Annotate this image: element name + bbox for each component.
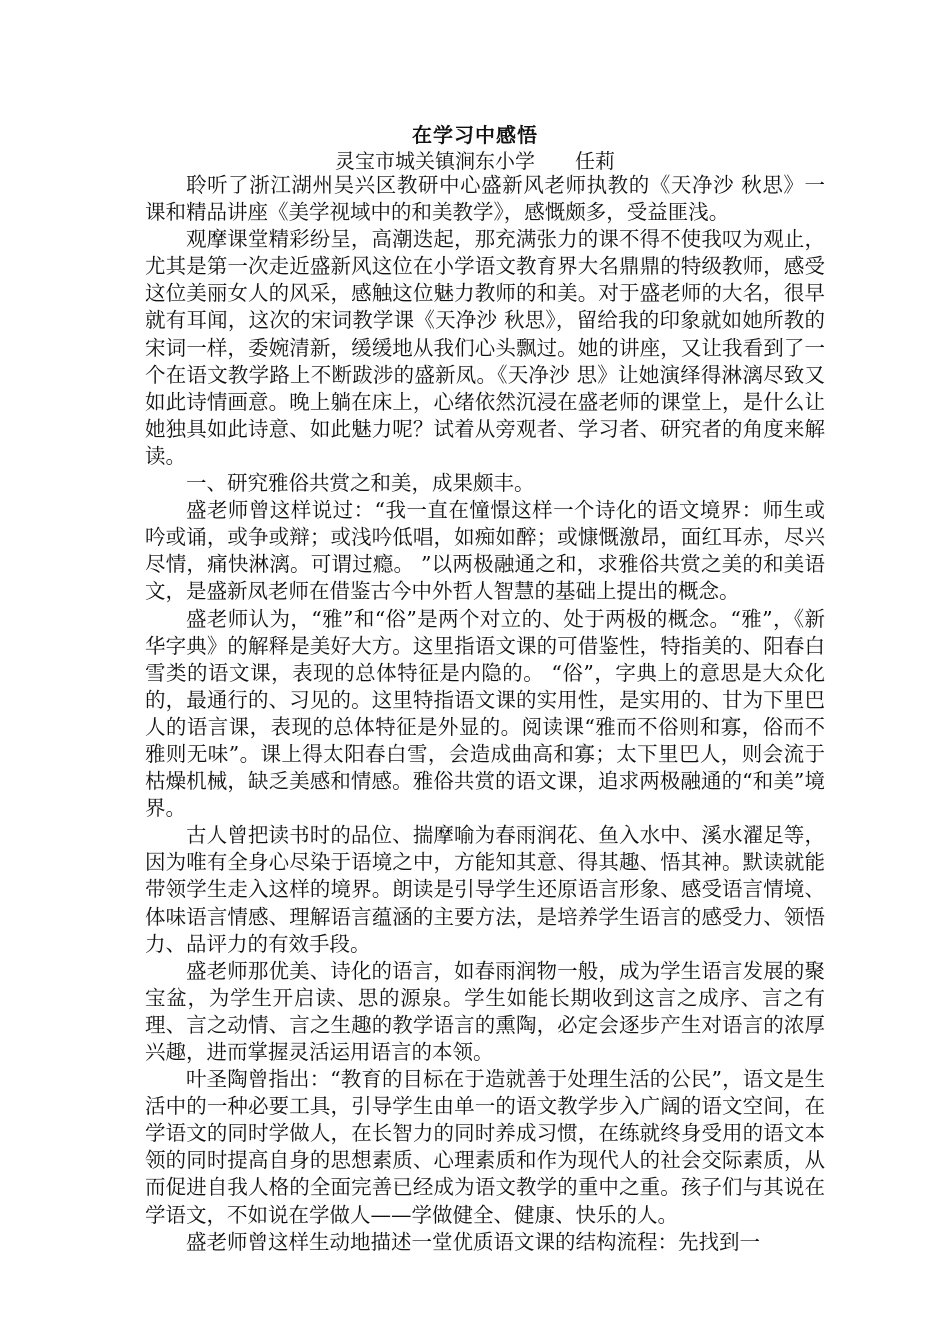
author-line: [0, 148, 950, 174]
author-name: 任莉: [575, 149, 615, 173]
paragraph: 观摩课堂精彩纷呈，高潮迭起，那充满张力的课不得不使我叹为观止，尤其是第一次走近盛新风这位在小学语文教育界大名鼎鼎的特级教师，感受这位美丽女人的风采，感触这位魅力教师的和美。对于盛老师的大名，很早就有耳闻，这次的宋词教学课《天净沙 秋思》，留给我的印象就如她所教的宋词一样，委婉清新，缓缓地从我们心头飘过。她的讲座，又让我看到了一个在语文教学路上不断跋涉的盛新凤。《天净沙 思》让她演绎得淋漓尽致又如此诗情画意。晚上躺在床上，心绪依然沉浸在盛老师的课堂上，是什么让她独具如此诗意、如此魅力呢？试着从旁观者、学习者、研究者的角度来解读。: [145, 227, 825, 468]
paragraph: 盛老师那优美、诗化的语言，如春雨润物一般，成为学生语言发展的聚宝盆，为学生开启读、思的源泉。学生如能长期收到这言之成序、言之有理、言之动情、言之生趣的教学语言的熏陶，必定会逐步产生对语言的浓厚兴趣，进而掌握灵活运用语言的本领。: [145, 958, 825, 1064]
paragraph: 盛老师曾这样生动地描述一堂优质语文课的结构流程：先找到一: [186, 1229, 760, 1254]
document-body: [145, 172, 825, 1256]
paragraph: 古人曾把读书时的品位、揣摩喻为春雨润花、鱼入水中、溪水濯足等，因为唯有全身心尽染于语境之中，方能知其意、得其趣、悟其神。默读就能带领学生走入这样的境界。朗读是引导学生还原语言形象、感受语言情境、体味语言情感、理解语言蕴涵的主要方法，是培养学生语言的感受力、领悟力、品评力的有效手段。: [145, 823, 825, 956]
paragraph: 叶圣陶曾指出：“教育的目标在于造就善于处理生活的公民”，语文是生活中的一种必要工具，引导学生由单一的语文教学步入广阔的语文空间，在学语文的同时学做人，在长智力的同时养成习惯，在练就终身受用的语文本领的同时提高自身的思想素质、心理素质和作为现代人的社会交际素质，从而促进自我人格的全面完善已经成为语文教学的重中之重。孩子们与其说在学语文，不如说在学做人——学做健全、健康、快乐的人。: [145, 1067, 825, 1227]
document-title: 在学习中感悟: [412, 123, 538, 147]
paragraph: 盛老师认为，“雅”和“俗”是两个对立的、处于两极的概念。“雅”，《新华字典》的解释是美好大方。这里指语文课的可借鉴性，特指美的、阳春白雪类的语文课，表现的总体特征是内隐的。 “俗”，字典上的意思是大众化的，最通行的、习见的。这里特指语文课的实用性，是实用的、甘为下里巴人的语言课，表现的总体特征是外显的。阅读课“雅而不俗则和寡，俗而不雅则无味”。课上得太阳春白雪，会造成曲高和寡；太下里巴人，则会流于枯燥机械，缺乏美感和情感。雅俗共赏的语文课，追求两极融通的“和美”境界。: [145, 606, 825, 821]
paragraph: 盛老师曾这样说过：“我一直在憧憬这样一个诗化的语文境界：师生或吟或诵，或争或辩；或浅吟低唱，如痴如醉；或慷慨激昂，面红耳赤，尽兴尽情，痛快淋漓。可谓过瘾。 ”以两极融通之和，求雅俗共赏之美的和美语文，是盛新凤老师在借鉴古今中外哲人智慧的基础上提出的概念。: [145, 498, 825, 604]
paragraph: 聆听了浙江湖州吴兴区教研中心盛新风老师执教的《天净沙 秋思》一课和精品讲座《美学视域中的和美教学》，感慨颇多，受益匪浅。: [145, 173, 825, 225]
school-name: 灵宝市城关镇涧东小学: [335, 149, 535, 173]
section-heading: 一、研究雅俗共赏之和美，成果颇丰。: [186, 471, 535, 496]
